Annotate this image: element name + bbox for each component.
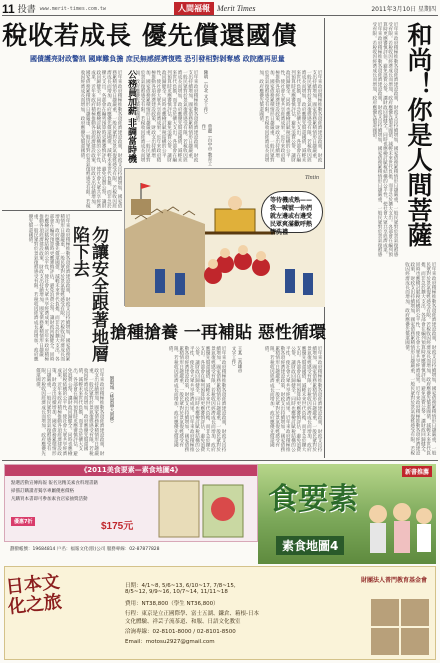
tour-photo (401, 599, 429, 626)
tour-photo-grid (371, 599, 429, 655)
tour-photo (401, 628, 429, 655)
left-article-body: 近年來政府積極推動各項經濟建設政策，財政支出持續增加，國家債務累積情形日趨嚴重，一般民眾對於景氣復甦感受有限。若稅收因經濟成長而增加，政府應優先償還國債，減輕未來世代負擔，而非急於擴大支出。各部會在編列預算時更應審慎評估，避免浪費公帑，讓財政回歸健全。同時也應檢討賦稅結構的公平性，使社會大眾共享經濟成果。近年來政府積極推動各項經濟建設政策，財政支出持續增加，國家債務累積情形日趨嚴重，一般民眾對於景氣復甦感受有限。若稅收因經濟成長而增加，政府應優先償還國債。 (27, 214, 70, 362)
tour-itinerary-2: 文化體驗、祥芸子流茶道、和服、日語文化教室 (125, 619, 241, 625)
tour-email[interactable]: Email：motosu2927@gmail.com (125, 639, 215, 645)
veg-ad-coupon: 優惠7折 (11, 517, 35, 526)
section-name: 投書 (17, 5, 36, 15)
left-vertical-headline: 勿讓安全跟著地層陷下去 (69, 226, 108, 362)
tour-photo (371, 599, 399, 626)
veg-ad-line-1: 點選活動宣傳海報 報名送精美素食料理書籍 (11, 481, 98, 486)
brand-cn: 人間福報 (174, 2, 214, 15)
veg-ad-title: 《2011美食要素—素食地圖4》 (5, 465, 257, 476)
issue-date: 2011年3月10日 星期四 (371, 6, 436, 13)
tour-dates-1: 日期：4/1~8, 5/6~13, 6/10~17, 7/8~15, (125, 583, 236, 589)
column-b-body: 近年來政府積極推動各項經濟建設政策，財政支出持續增加，國家債務累積情形日趨嚴重，一般民眾對於景氣復甦感受有限。若稅收因經濟成長而增加，政府應優先償還國債，減輕未來世代負擔，而非急於擴大支出。各部會在編列預算時更應審慎評估，避免浪費公帑，讓財政回歸健全。同時也應檢討賦稅結構的公平性，使社會大眾共享經濟成果。近年來政府積極推動各項經濟建設政策，財政支出持續增加，國家債務累積情形日趨嚴重，一般民眾對於景氣復甦感受有限。若稅收因經濟成長而增加，政府應優先償還國債。 (258, 70, 322, 162)
editorial-body-left: 近年來政府積極推動各項經濟建設政策，財政支出持續增加，國家債務累積情形日趨嚴重，一般民眾對於景氣復甦感受有限。若稅收因經濟成長而增加，政府應優先償還國債，減輕未來世代負擔，而非急於擴大支出。各部會在編列預算時更應審慎評估，避免浪費公帑，讓財政回歸健全。同時也應檢討賦稅結構的公平性，使社會大眾共享經濟成果。近年來政府積極推動各項經濟建設政策，財政支出持續增加，國家債務累積情形日趨嚴重，一般民眾對於景氣復甦感受有限。若稅收因經濟成長而增加，政府應優先償還國債。 (79, 70, 122, 208)
cartoon-artist: Tintin (304, 175, 319, 181)
page-header (2, 2, 438, 16)
tour-dates-2: 8/5~12, 9/9~16, 10/7~14, 11/11~18 (125, 589, 228, 595)
right-article-body-lower: 近年來政府積極推動各項經濟建設政策，財政支出持續增加，國家債務累積情形日趨嚴重，一般民眾對於景氣復甦感受有限。若稅收因經濟成長而增加，政府應優先償還國債，減輕未來世代負擔，而非急於擴大支出。各部會在編列預算時更應審慎評估，避免浪費公帑，讓財政回歸健全。同時也應檢討賦稅結構的公平性，使社會大眾共享經濟成果。近年來政府積極推動各項經濟建設政策，財政支出持續增加，國家債務累積情形日趨嚴重，一般民眾對於景氣復甦感受有限。若稅收因經濟成長而增加，政府應優先償還國債。 (404, 262, 436, 456)
right-article-body: 近年來政府積極推動各項經濟建設政策，財政支出持續增加，國家債務累積情形日趨嚴重，一般民眾對於景氣復甦感受有限。若稅收因經濟成長而增加，政府應優先償還國債，減輕未來世代負擔，而非急於擴大支出。各部會在編列預算時更應審慎評估，避免浪費公帑，讓財政回歸健全。同時也應檢討賦稅結構的公平性，使社會大眾共享經濟成果。近年來政府積極推動各項經濟建設政策，財政支出持續增加，國家債務累積情形日趨嚴重，一般民眾對於景氣復甦感受有限。若稅收因經濟成長而增加，政府應優先償還國債。 (371, 22, 398, 257)
middle-article-body: 近年來政府積極推動各項經濟建設政策，財政支出持續增加，國家債務累積情形日趨嚴重，一般民眾對於景氣復甦感受有限。若稅收因經濟成長而增加，政府應優先償還國債，減輕未來世代負擔，而非急於擴大支出。各部會在編列預算時更應審慎評估，避免浪費公帑，讓財政回歸健全。同時也應檢討賦稅結構的公平性，使社會大眾共享經濟成果。近年來政府積極推動各項經濟建設政策，財政支出持續增加，國家債務累積情形日趨嚴重，一般民眾對於景氣復甦感受有限。若稅收因經濟成長而增加，政府應優先償還國債。 (168, 346, 226, 452)
site-url[interactable]: www.merit-times.com.tw (39, 5, 106, 12)
cartoon-speech-bubble: 等待機成熟——我一喊號一你們就左邊或右邊受民眾爽滿歡呼熱情洗禮 (261, 191, 323, 233)
column-a-byline: 曾麗（台中市 教育工作） (201, 124, 212, 166)
foundation-logo: 財團法人普門教育基金會 (360, 577, 427, 584)
veg-ad-price: $175元 (101, 521, 134, 532)
vegetarian-book-ad[interactable] (4, 464, 258, 542)
column-b-byline: 陳明（台北 文字工作） (203, 70, 208, 117)
people-photo (358, 484, 436, 564)
left-article-body-lower: 近年來政府積極推動各項經濟建設政策，財政支出持續增加，國家債務累積情形日趨嚴重，一般民眾對於景氣復甦感受有限。若稅收因經濟成長而增加，政府應優先償還國債，減輕未來世代負擔，而非急於擴大支出。各部會在編列預算時更應審慎評估，避免浪費公帑，讓財政回歸健全。同時也應檢討賦稅結構的公平性，使社會大眾共享經濟成果。近年來政府積極推動各項經濟建設政策，財政支出持續增加，國家債務累積情形日趨嚴重，一般民眾對於景氣復甦感受有限。若稅收因經濟成長而增加，政府應優先償還國債。 (35, 368, 104, 456)
veg-ad-line-2: 掃描訂購讀者獨享專屬優惠價格 (11, 489, 74, 494)
new-book-badge: 新書推薦 (402, 466, 432, 477)
japan-tour-title: 日本文化之旅 (4, 571, 63, 618)
ad-divider (2, 460, 438, 461)
veg-map-subtitle: 素食地圖4 (276, 536, 344, 555)
middle-byline: 王某（高雄市 文字工作） (231, 346, 242, 373)
tour-photo (371, 628, 399, 655)
page-number: 11 (2, 1, 15, 16)
cartoon-illustration (125, 169, 325, 307)
veg-ad-line-3: 凡購買本書即可參加素食店家抽獎活動 (11, 497, 88, 502)
tour-itinerary-1: 行程：東京是立正國際學、富士五湖、鎌倉、箱根-日本 (125, 611, 259, 617)
brand-en: Merit Times (217, 4, 256, 13)
right-feature-title: 和尚！你是人間菩薩 (404, 22, 433, 247)
middle-headline: 搶種搶養 一再補貼 惡性循環 (110, 323, 326, 343)
tour-fee: 費用：NT38,800（學生 NT36,800） (125, 601, 219, 607)
book-cover-image (155, 479, 251, 539)
vegetarian-map-ad[interactable] (258, 464, 436, 564)
order-info: 劃撥帳號：19684814 戶名：福報文化(股)公司 服務專線：02-87877828 (10, 547, 160, 552)
section-divider (2, 210, 122, 211)
editorial-cartoon (124, 168, 324, 306)
left-article-byline: 劉朝城（桃園縣大園鄉） (109, 376, 114, 426)
tour-phone: 洽詢專線：02-8101-8000 / 02-8101-8500 (125, 629, 236, 635)
main-headline: 稅收若成長 優先償還國債 (2, 21, 298, 50)
main-subheadline: 國債護亮財政警訊 國庫難負擔 庶民無感經濟復甦 恐引發相對剝奪感 政院應再思量 (30, 55, 285, 63)
column-a-title: 公務員加薪 非調當時機 (126, 70, 136, 164)
japan-tour-ad[interactable] (4, 566, 436, 660)
masthead-logo (174, 2, 255, 15)
middle-article-body-right: 近年來政府積極推動各項經濟建設政策，財政支出持續增加，國家債務累積情形日趨嚴重，一般民眾對於景氣復甦感受有限。若稅收因經濟成長而增加，政府應優先償還國債，減輕未來世代負擔，而非急於擴大支出。各部會在編列預算時更應審慎評估，避免浪費公帑，讓財政回歸健全。同時也應檢討賦稅結構的公平性，使社會大眾共享經濟成果。近年來政府積極推動各項經濟建設政策，財政支出持續增加，國家債務累積情形日趨嚴重，一般民眾對於景氣復甦感受有限。若稅收因經濟成長而增加，政府應優先償還國債。 (264, 346, 322, 452)
veg-map-title: 食要素 (268, 482, 358, 517)
column-a-body: 近年來政府積極推動各項經濟建設政策，財政支出持續增加，國家債務累積情形日趨嚴重，一般民眾對於景氣復甦感受有限。若稅收因經濟成長而增加，政府應優先償還國債，減輕未來世代負擔，而非急於擴大支出。各部會在編列預算時更應審慎評估，避免浪費公帑，讓財政回歸健全。同時也應檢討賦稅結構的公平性，使社會大眾共享經濟成果。近年來政府積極推動各項經濟建設政策，財政支出持續增加，國家債務累積情形日趨嚴重，一般民眾對於景氣復甦感受有限。若稅收因經濟成長而增加，政府應優先償還國債。 (134, 70, 198, 162)
